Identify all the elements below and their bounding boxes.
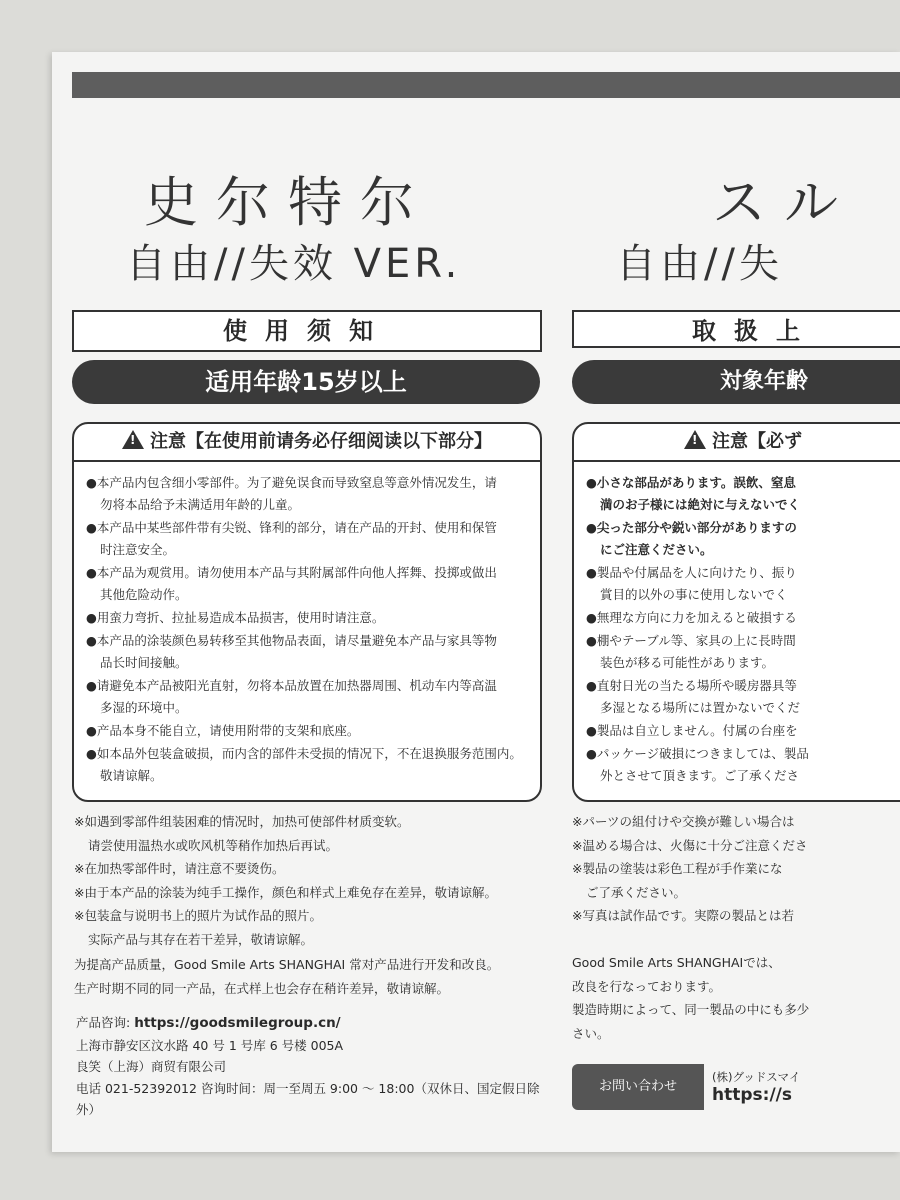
warning-line: ●尖った部分や鋭い部分がありますの: [586, 520, 797, 535]
warning-line: ●本产品中某些部件带有尖锐、锋利的部分，请在产品的开封、使用和保管: [86, 520, 497, 535]
warning-item: [86, 472, 528, 516]
warning-line: ●無理な方向に力を加えると破損する: [586, 610, 797, 625]
warning-item: [586, 743, 900, 787]
notes-jp: [572, 810, 900, 1045]
warning-line: 多湿となる場所には置かないでくだ: [600, 700, 801, 715]
note-line: 实际产品与其存在若干差异，敬请谅解。: [88, 931, 314, 947]
warning-line: ●棚やテーブル等、家具の上に長時間: [586, 633, 796, 648]
warning-item: [86, 675, 528, 719]
warning-line: 时注意安全。: [100, 542, 176, 557]
warning-line: ●直射日光の当たる場所や暖房器具等: [586, 678, 797, 693]
warning-item: [86, 743, 528, 787]
contact-banner-jp: [572, 1064, 900, 1110]
warning-item: [586, 562, 900, 606]
warning-line: ●产品本身不能自立，请使用附带的支架和底座。: [86, 723, 360, 738]
note-line: ※温める場合は、火傷に十分ご注意くださ: [572, 837, 808, 853]
note-line: ※製品の塗装は彩色工程が手作業にな: [572, 861, 783, 876]
contact-phone-cn: 电话 021-52392012 咨询时间：周一至周五 9:00 ～ 18:00（双休日、国定假日除外）: [76, 1080, 540, 1117]
age-banner-cn: 适用年龄15岁以上: [72, 360, 540, 404]
warning-line: ●用蛮力弯折、拉扯易造成本品损害，使用时请注意。: [86, 610, 385, 625]
warning-item: [86, 630, 528, 674]
warning-line: ●请避免本产品被阳光直射，勿将本品放置在加热器周围、机动车内等高温: [86, 678, 497, 693]
warning-title-cn: 注意【在使用前请务必仔细阅读以下部分】: [150, 431, 492, 452]
note-line: 为提高产品质量，Good Smile Arts SHANGHAI 常对产品进行开发和改良。: [74, 957, 500, 972]
warning-line: ●小さな部品があります。誤飲、窒息: [586, 475, 796, 490]
warning-item: [86, 720, 528, 742]
warning-item: [86, 562, 528, 606]
product-subtitle-jp: 自由//失: [616, 241, 783, 287]
note-line: ※包装盒与说明书上的照片为试作品的照片。: [74, 908, 322, 923]
note-line: Good Smile Arts SHANGHAIでは、: [572, 955, 781, 970]
note-line: 生产时期不同的同一产品，在式样上也会存在稍许差异，敬请谅解。: [74, 980, 450, 996]
notes-cn: [74, 810, 544, 1000]
warning-line: 多湿的环境中。: [100, 700, 188, 715]
instruction-sheet: [52, 52, 900, 1152]
contact-label-cn: 产品咨询:: [76, 1015, 131, 1030]
warning-line: 敬请谅解。: [100, 768, 163, 783]
note-line: ※写真は試作品です。実際の製品とは若: [572, 908, 794, 923]
warning-list-jp: [574, 462, 900, 787]
contact-company-jp: (株)グッドスマイ: [712, 1070, 801, 1084]
note-line: 製造時期によって、同一製品の中にも多少: [572, 1002, 810, 1017]
warning-item: [586, 675, 900, 719]
warning-header-jp: [574, 424, 900, 462]
note-line: ※由于本产品的涂装为纯手工操作，颜色和样式上难免存在差异，敬请谅解。: [74, 884, 497, 900]
contact-info-cn: [76, 1012, 546, 1121]
warning-line: ●製品や付属品を人に向けたり、振り: [586, 565, 797, 580]
note-line: さい。: [572, 1025, 610, 1041]
warning-item: [586, 630, 900, 674]
warning-line: ●如本品外包装盒破损，而内含的部件未受损的情况下，不在退换服务范围内。: [86, 746, 522, 761]
warning-list-cn: [74, 462, 540, 787]
note-line: ※在加热零部件时，请注意不要烫伤。: [74, 861, 285, 876]
contact-label-jp: お問い合わせ: [572, 1064, 704, 1110]
product-subtitle-cn: 自由//失效 VER.: [126, 241, 462, 287]
section-heading-jp: 取扱上: [572, 310, 900, 348]
warning-line: ●本产品内包含细小零部件。为了避免误食而导致窒息等意外情况发生，请: [86, 475, 497, 490]
warning-line: ●製品は自立しません。付属の台座を: [586, 723, 798, 738]
warning-item: [586, 472, 900, 516]
warning-line: にご注意ください。: [600, 542, 713, 557]
contact-info-jp: [712, 1068, 800, 1104]
warning-triangle-icon: [684, 430, 706, 449]
warning-header-cn: [74, 424, 540, 462]
warning-line: 装色が移る可能性があります。: [600, 655, 775, 670]
warning-item: [586, 517, 900, 561]
note-line: [572, 928, 900, 952]
warning-title-jp: 注意【必ず: [712, 431, 802, 452]
header-bar: [72, 72, 900, 98]
note-line: 请尝使用温热水或吹风机等稍作加热后再试。: [88, 837, 339, 853]
warning-line: 外とさせて頂きます。ご了承くださ: [600, 768, 800, 783]
warning-line: 其他危险动作。: [100, 587, 188, 602]
age-banner-jp: 対象年齢: [572, 360, 900, 404]
warning-item: [586, 607, 900, 629]
warning-box-jp: [572, 422, 900, 802]
note-line: ご了承ください。: [586, 884, 687, 900]
contact-address-cn: 上海市静安区汶水路 40 号 1 号库 6 号楼 005A: [76, 1037, 344, 1053]
warning-line: 勿将本品给予未满适用年龄的儿童。: [100, 497, 301, 512]
warning-box-cn: [72, 422, 542, 802]
warning-line: 品长时间接触。: [100, 655, 188, 670]
product-title-cn: 史尔特尔: [144, 171, 432, 234]
note-line: ※如遇到零部件组装困难的情况时，加热可使部件材质变软。: [74, 814, 410, 829]
product-title-jp: スル: [712, 171, 856, 234]
warning-line: ●本产品为观赏用。请勿使用本产品与其附属部件向他人挥舞、投掷或做出: [86, 565, 497, 580]
contact-url-jp[interactable]: https://s: [712, 1085, 792, 1105]
warning-item: [586, 720, 900, 742]
warning-item: [86, 607, 528, 629]
warning-line: ●パッケージ破損につきましては、製品: [586, 746, 809, 761]
note-line: 改良を行なっております。: [572, 978, 722, 994]
warning-item: [86, 517, 528, 561]
contact-company-cn: 良笑（上海）商贸有限公司: [76, 1059, 227, 1074]
warning-line: 満のお子様には絶対に与えないでく: [600, 497, 801, 512]
note-line: ※パーツの組付けや交換が難しい場合は: [572, 814, 795, 829]
contact-url-cn[interactable]: https://goodsmilegroup.cn/: [134, 1015, 341, 1031]
warning-line: 賞目的以外の事に使用しないでく: [600, 587, 788, 602]
section-heading-cn: 使用须知: [72, 310, 542, 352]
warning-line: ●本产品的涂装颜色易转移至其他物品表面，请尽量避免本产品与家具等物: [86, 633, 497, 648]
warning-triangle-icon: [122, 430, 144, 449]
